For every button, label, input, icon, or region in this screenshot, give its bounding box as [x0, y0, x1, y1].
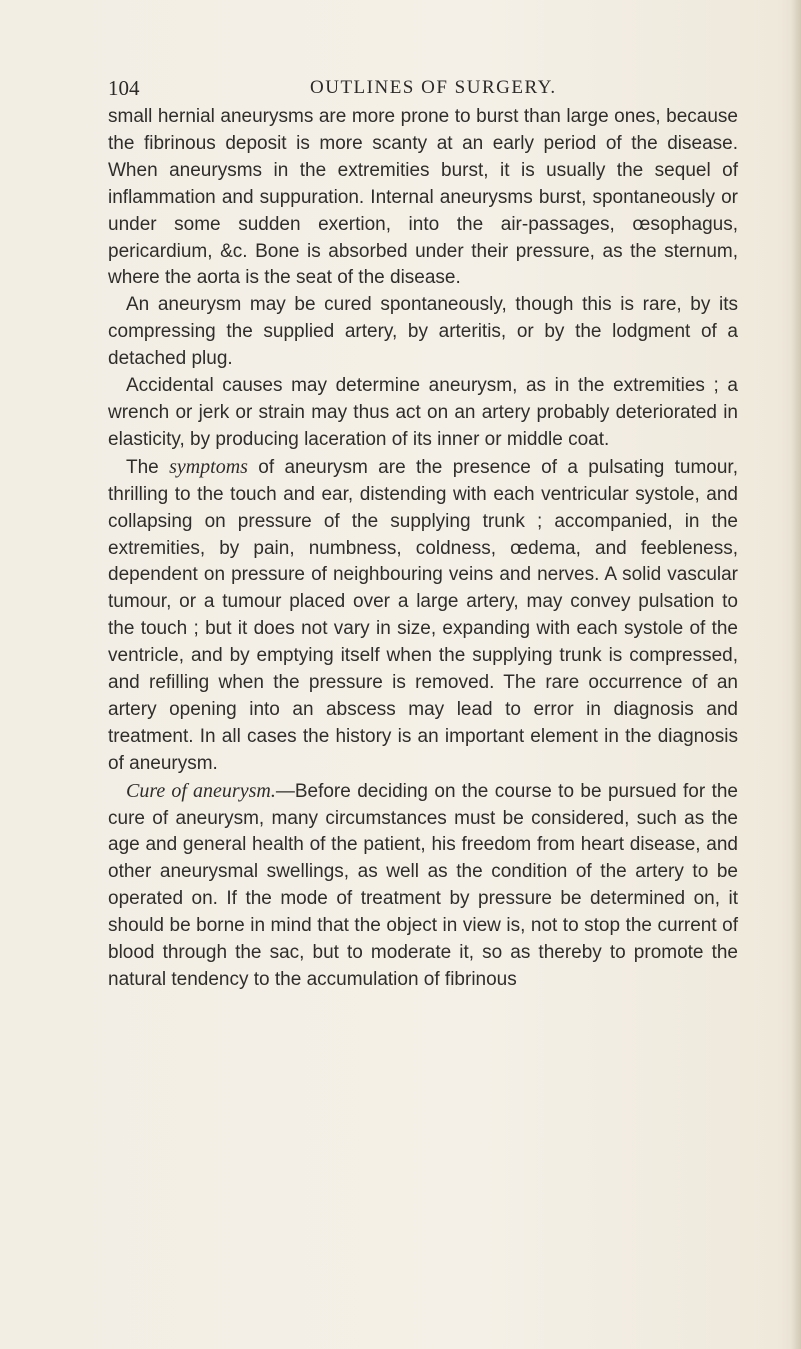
paragraph-spontaneous-cure: An aneurysm may be cured spontaneously, though this is rare, by its compressing the supplied artery, by arteritis, or by the lodgment of a detached plug. — [108, 294, 738, 370]
symptoms-pre: The — [126, 456, 170, 478]
running-head: OUTLINES OF SURGERY. — [310, 77, 557, 98]
symptoms-italic: symptoms — [169, 455, 248, 478]
paragraph-accidental-causes: Accidental causes may determine aneurysm, as in the extremities ; a wrench or jerk or strain may thus act on an artery probably deteriorated in elasticity, by producing laceration of its inner or middle coat. — [108, 375, 738, 450]
cure-text: —Before deciding on the course to be pursued for the cure of aneurysm, many circumstances must be considered, such as the age and general health of the patient, his freedom from heart disease, and other aneurysmal swellings, as well as the condition of the artery to be operated on. If the mode of treatment by pressure be determined on, it should be borne in mind that the object in view is, not to stop the current of blood through the sac, but to moderate it, so as thereby to promote the natural tendency to the accumulation of fibrinous — [108, 780, 738, 990]
page-number: 104 — [108, 76, 140, 100]
page-header — [0, 76, 801, 106]
paragraph-symptoms — [108, 454, 738, 778]
symptoms-text: of aneurysm are the presence of a pulsating tumour, thrilling to the touch and ear, distending with each ventricular systole, and collapsing on pressure of the supplying trunk ; accompanied, in the extremities, by pain, numbness, coldness, œdema, and feebleness, dependent on pressure of neighbouring veins and nerves. A solid vascular tumour, or a tumour placed over a large artery, may convey pulsation to the touch ; but it does not vary in size, expanding with each systole of the ventricle, and by emptying itself when the supplying trunk is compressed, and refilling when the pressure is removed. The rare occurrence of an artery opening into an abscess may lead to error in diagnosis and treatment. In all cases the history is an important element in the diagnosis of aneurysm. — [108, 456, 738, 774]
page-edge-shadow — [791, 0, 801, 1349]
cure-heading: Cure of aneurysm. — [126, 779, 276, 802]
body-text — [108, 104, 738, 994]
paragraph-hernial-aneurysms: small hernial aneurysms are more prone to burst than large ones, because the fibrinous deposit is more scanty at an early period of the disease. When aneurysms in the extremities burst, it is usually the sequel of inflammation and suppuration. Internal aneurysms burst, spontaneously or under some sudden exertion, into the air-passages, œsophagus, pericardium, &c. Bone is absorbed under their pressure, as the sternum, where the aorta is the seat of the disease. — [108, 106, 738, 289]
paragraph-cure-of-aneurysm — [108, 778, 738, 994]
